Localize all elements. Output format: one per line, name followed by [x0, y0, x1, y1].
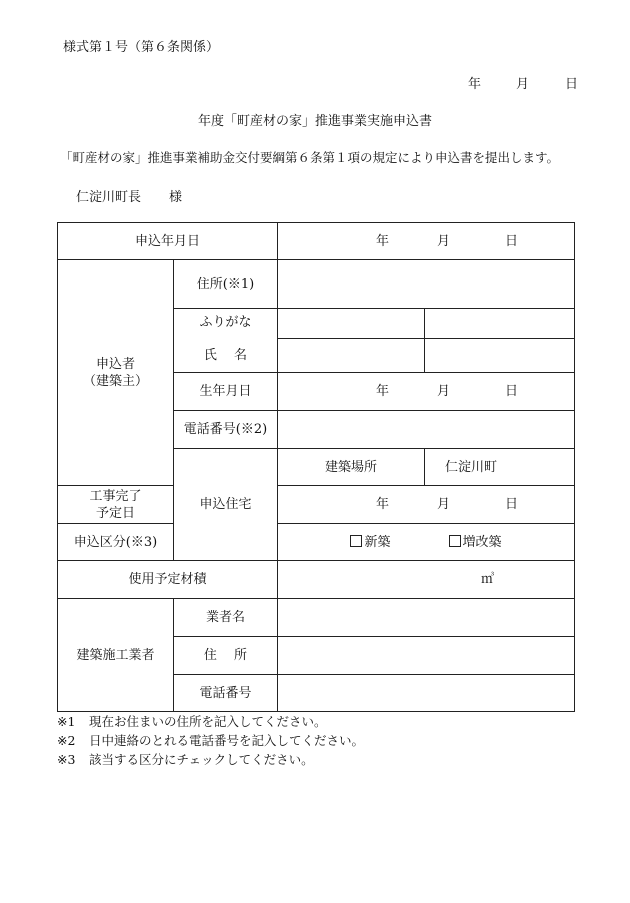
birthdate-field[interactable]: 年 月 日 [278, 373, 575, 411]
table-row [58, 561, 575, 599]
contractor-company-field[interactable] [278, 599, 575, 637]
addressee-honorific: 様 [169, 190, 183, 205]
category-options [278, 524, 575, 561]
header-day-label: 日 [565, 77, 579, 92]
furigana-name-label: ふりがな 氏 名 [174, 309, 278, 373]
header-month-label: 月 [516, 77, 530, 92]
applicant-phone-field[interactable] [278, 411, 575, 449]
applicant-group-label: 申込者 （建築主） [58, 260, 174, 486]
location-field[interactable]: 仁淀川町 [425, 449, 575, 486]
checkbox-icon[interactable] [350, 535, 362, 547]
completion-date-label: 工事完了 予定日 [58, 486, 174, 524]
contractor-company-label: 業者名 [174, 599, 278, 637]
note-item: ※2 日中連絡のとれる電話番号を記入してください。 [57, 733, 365, 748]
volume-label: 使用予定材積 [58, 561, 278, 599]
applicant-name-field-2[interactable] [425, 309, 575, 373]
addressee-name: 仁淀川町長 [76, 190, 142, 205]
form-number: 様式第１号（第６条関係） [63, 40, 220, 55]
table-row [58, 486, 575, 524]
application-date-label: 申込年月日 [58, 223, 278, 260]
renovation-option[interactable]: 増改築 [449, 534, 502, 551]
notes [57, 712, 364, 769]
table-row [58, 599, 575, 637]
applicant-phone-label: 電話番号(※2) [174, 411, 278, 449]
table-row [58, 223, 575, 260]
intro-statement: 「町産材の家」推進事業補助金交付要綱第６条第１項の規定により申込書を提出します。 [60, 150, 560, 165]
addressee [76, 186, 182, 205]
document-title: 年度「町産材の家」推進事業実施申込書 [197, 114, 432, 129]
category-label: 申込区分(※3) [58, 524, 174, 561]
application-table [57, 222, 575, 712]
contractor-address-field[interactable] [278, 637, 575, 675]
checkbox-icon[interactable] [449, 535, 461, 547]
volume-field[interactable] [278, 561, 575, 599]
application-date-field[interactable]: 年 月 日 [278, 223, 575, 260]
contractor-phone-field[interactable] [278, 675, 575, 712]
applicant-address-label: 住所(※1) [174, 260, 278, 309]
house-group-label: 申込住宅 [174, 449, 278, 561]
location-label: 建築場所 [278, 449, 425, 486]
header-year-label: 年 [468, 77, 482, 92]
contractor-address-label: 住 所 [174, 637, 278, 675]
table-row [58, 260, 575, 309]
note-item: ※3 該当する区分にチェックしてください。 [57, 752, 314, 767]
note-item: ※1 現在お住まいの住所を記入してください。 [57, 714, 327, 729]
table-row [58, 524, 575, 561]
completion-date-field[interactable]: 年 月 日 [278, 486, 575, 524]
contractor-group-label: 建築施工業者 [58, 599, 174, 712]
contractor-phone-label: 電話番号 [174, 675, 278, 712]
new-build-option[interactable]: 新築 [350, 534, 390, 551]
applicant-name-field-1[interactable] [278, 309, 425, 373]
applicant-address-field[interactable] [278, 260, 575, 309]
birthdate-label: 生年月日 [174, 373, 278, 411]
volume-unit: ㎥ [480, 572, 494, 587]
